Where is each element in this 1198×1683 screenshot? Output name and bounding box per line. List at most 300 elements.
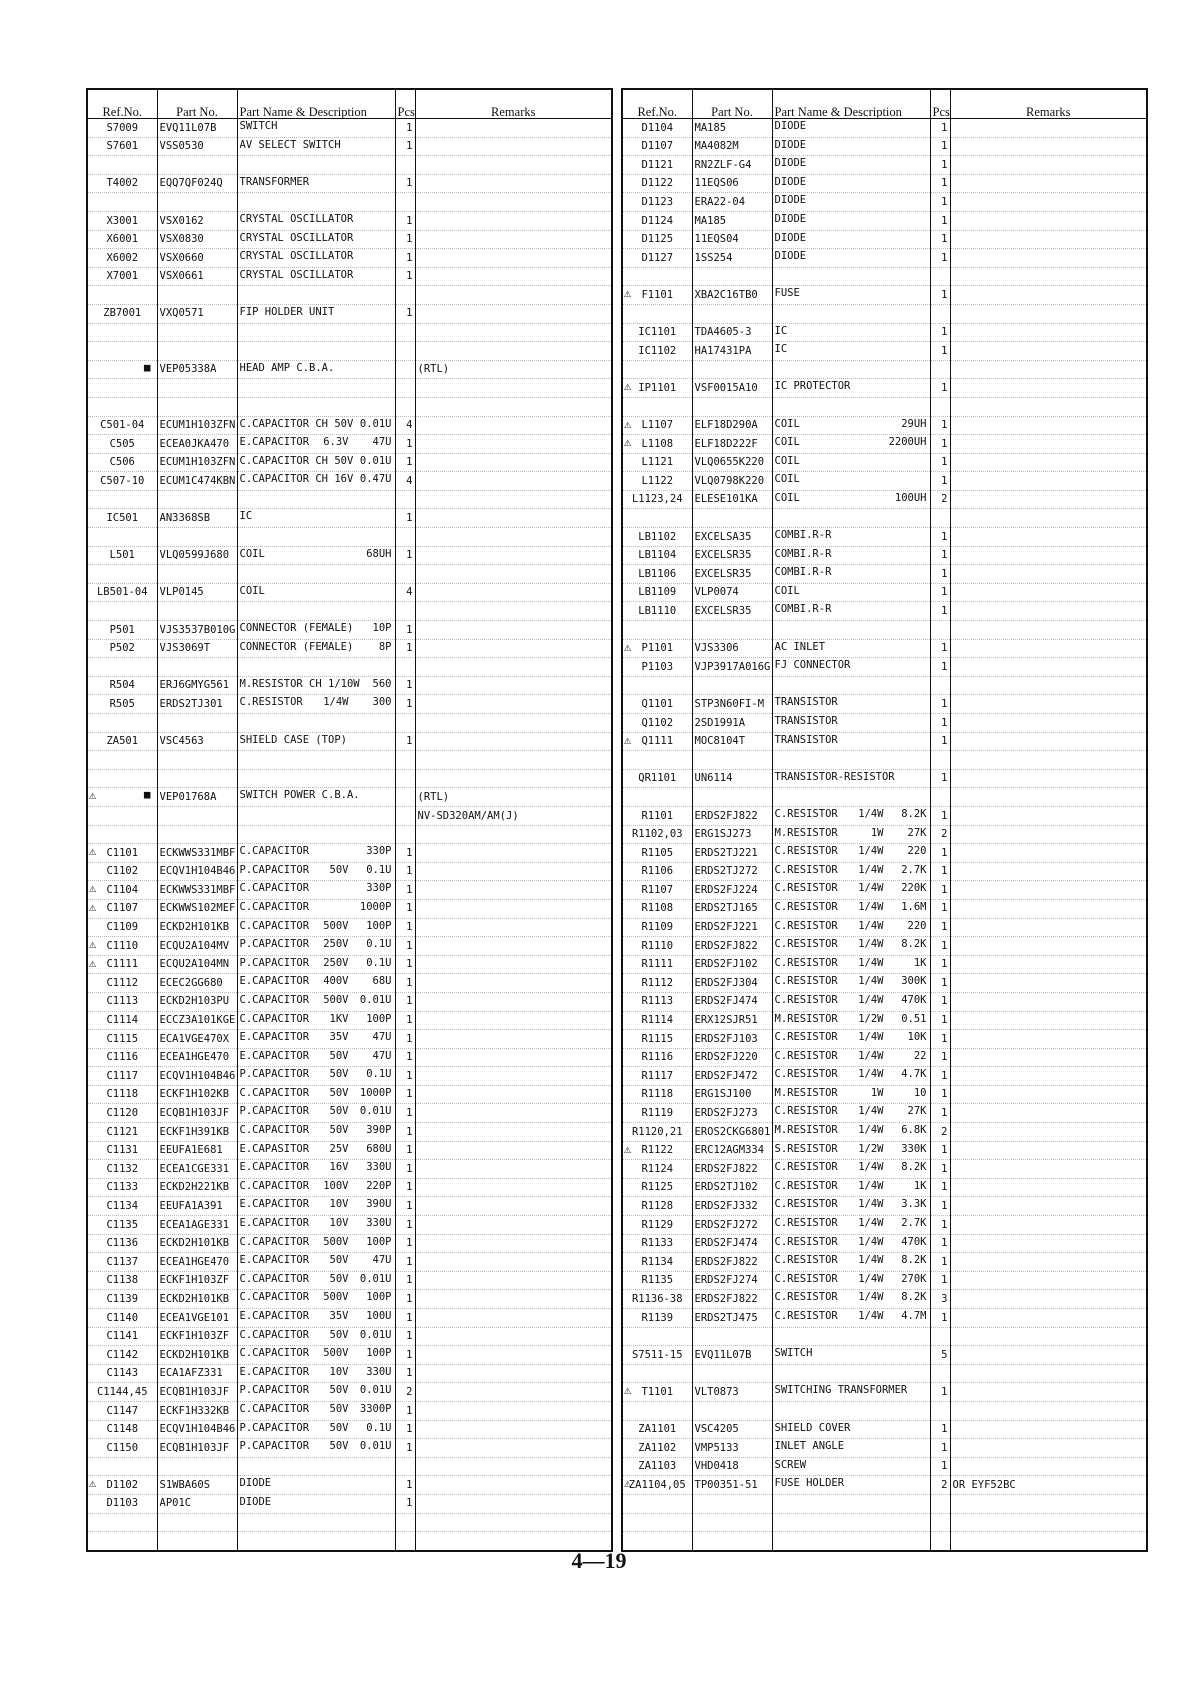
part-name: DIODE <box>774 194 807 207</box>
remarks <box>415 565 612 584</box>
part-name: E.CAPACITOR <box>239 1031 310 1044</box>
ref-no: C1147 <box>106 1404 139 1417</box>
remarks <box>415 1085 612 1104</box>
ref-no: C1111 <box>106 958 139 971</box>
quantity: 1 <box>930 1085 950 1104</box>
description-cell <box>237 974 395 993</box>
table-row <box>622 1401 1147 1420</box>
safety-warning-icon: ⚠ <box>89 881 97 896</box>
rating: 50V <box>329 1440 349 1453</box>
value: 680U <box>366 1142 392 1155</box>
ref-no-cell <box>622 249 692 268</box>
part-no: 2SD1991A <box>692 714 772 733</box>
quantity <box>930 360 950 379</box>
description-cell <box>772 658 930 677</box>
ref-no: C1121 <box>106 1125 139 1138</box>
part-no: ECKD2H103PU <box>157 992 237 1011</box>
quantity <box>395 788 415 807</box>
ref-no-cell <box>87 1327 157 1346</box>
ref-no-cell <box>622 119 692 138</box>
quantity: 1 <box>395 211 415 230</box>
ref-no: D1124 <box>641 214 674 227</box>
description-cell <box>237 918 395 937</box>
ref-no: X3001 <box>106 214 139 227</box>
ref-no: X7001 <box>106 270 139 283</box>
description-cell <box>772 1197 930 1216</box>
remarks <box>950 1178 1147 1197</box>
remarks <box>415 286 612 305</box>
quantity <box>930 397 950 416</box>
description-cell <box>237 435 395 454</box>
quantity <box>930 267 950 286</box>
table-row <box>87 621 612 640</box>
part-no: EXCELSR35 <box>692 565 772 584</box>
description-cell <box>237 1104 395 1123</box>
description-cell <box>772 565 930 584</box>
part-name: TRANSISTOR <box>774 696 838 709</box>
table-row <box>87 249 612 268</box>
part-name: P.CAPACITOR <box>239 956 310 969</box>
part-name: C.RESISTOR <box>774 919 838 932</box>
part-no: ECKD2H101KB <box>157 1346 237 1365</box>
description-cell <box>772 918 930 937</box>
quantity: 1 <box>930 230 950 249</box>
description-cell <box>772 1513 930 1532</box>
value: 220K <box>901 882 927 895</box>
part-no: ERG1SJ273 <box>692 825 772 844</box>
remarks <box>415 267 612 286</box>
remarks <box>415 174 612 193</box>
part-no: ECKD2H101KB <box>157 1290 237 1309</box>
remarks <box>415 1067 612 1086</box>
remarks <box>950 1234 1147 1253</box>
part-name: DIODE <box>774 138 807 151</box>
ref-no-cell <box>622 937 692 956</box>
part-name: COIL <box>774 417 800 430</box>
table-row <box>87 1048 612 1067</box>
description-cell <box>772 862 930 881</box>
part-no: ECKWWS102MEF <box>157 899 237 918</box>
part-no: VSC4205 <box>692 1420 772 1439</box>
value: 29UH <box>901 417 927 430</box>
remarks <box>415 769 612 788</box>
part-no: ERDS2FJ224 <box>692 881 772 900</box>
ref-no-cell <box>87 1178 157 1197</box>
quantity: 1 <box>930 974 950 993</box>
part-no: ERDS2TJ475 <box>692 1309 772 1328</box>
part-name: SHIELD CASE (TOP) <box>239 733 347 746</box>
part-no: EEUFA1E681 <box>157 1141 237 1160</box>
ref-no: C507-10 <box>100 474 145 487</box>
part-name: E.CAPACITOR <box>239 975 310 988</box>
rating: 1/4W <box>858 1310 884 1322</box>
part-no: S1WBA60S <box>157 1476 237 1495</box>
remarks <box>950 156 1147 175</box>
table-row <box>622 211 1147 230</box>
quantity: 1 <box>930 565 950 584</box>
quantity: 1 <box>395 974 415 993</box>
part-no: ERJ6GMYG561 <box>157 676 237 695</box>
value: 390U <box>366 1198 392 1211</box>
table-row <box>622 267 1147 286</box>
rating: 500V <box>323 1291 349 1304</box>
part-name: C.RESISTOR <box>774 1254 838 1267</box>
table-row <box>87 193 612 212</box>
table-row <box>622 992 1147 1011</box>
table-row <box>622 602 1147 621</box>
quantity <box>395 193 415 212</box>
quantity: 1 <box>395 955 415 974</box>
ref-no: P502 <box>109 642 135 655</box>
ref-no-cell <box>622 1160 692 1179</box>
remarks <box>415 844 612 863</box>
quantity: 1 <box>395 1420 415 1439</box>
remarks <box>415 490 612 509</box>
ref-no: R1113 <box>641 995 674 1008</box>
quantity: 1 <box>930 211 950 230</box>
part-no: ERG1SJ100 <box>692 1085 772 1104</box>
ref-no: C1101 <box>106 846 139 859</box>
table-row <box>622 1271 1147 1290</box>
quantity: 1 <box>395 621 415 640</box>
table-row <box>622 1383 1147 1402</box>
quantity: 1 <box>930 1197 950 1216</box>
quantity: 1 <box>930 1271 950 1290</box>
ref-no-cell <box>622 1513 692 1532</box>
quantity: 1 <box>930 342 950 361</box>
part-no: ELF18D290A <box>692 416 772 435</box>
part-name: M.RESISTOR <box>774 1086 838 1099</box>
remarks <box>950 658 1147 677</box>
table-row <box>87 342 612 361</box>
table-row <box>87 1104 612 1123</box>
part-no <box>692 621 772 640</box>
ref-no-cell <box>87 416 157 435</box>
table-row <box>87 528 612 547</box>
part-name: P.CAPACITOR <box>239 1384 310 1397</box>
description-cell <box>237 490 395 509</box>
remarks <box>950 1048 1147 1067</box>
ref-no-cell <box>622 1141 692 1160</box>
table-row <box>87 937 612 956</box>
rating: 500V <box>323 993 349 1006</box>
description-cell <box>237 528 395 547</box>
rating: 1W <box>870 1086 884 1099</box>
part-name: C.CAPACITOR <box>239 919 310 932</box>
rating: 1/2W <box>858 1142 884 1155</box>
value: 220 <box>907 845 927 858</box>
part-no: EXCELSA35 <box>692 528 772 547</box>
ref-no: ZB7001 <box>103 307 142 320</box>
ref-no-cell <box>622 1457 692 1476</box>
ref-no: C1138 <box>106 1274 139 1287</box>
ref-no: C506 <box>109 456 135 469</box>
ref-no: L1108 <box>641 437 674 450</box>
description-cell <box>772 992 930 1011</box>
quantity: 1 <box>395 676 415 695</box>
part-name: FUSE HOLDER <box>774 1477 845 1490</box>
table-row <box>87 992 612 1011</box>
ref-no-cell <box>87 769 157 788</box>
remarks <box>415 1364 612 1383</box>
quantity <box>395 286 415 305</box>
part-no: ECCZ3A101KGE <box>157 1011 237 1030</box>
quantity: 1 <box>930 639 950 658</box>
quantity: 1 <box>395 1030 415 1049</box>
remarks <box>415 193 612 212</box>
table-row <box>622 732 1147 751</box>
part-no: MA4082M <box>692 137 772 156</box>
quantity: 1 <box>930 156 950 175</box>
part-no: VLT0873 <box>692 1383 772 1402</box>
ref-no-cell <box>87 602 157 621</box>
value: 3.3K <box>901 1198 927 1211</box>
table-row <box>87 714 612 733</box>
value: 27K <box>907 1105 927 1118</box>
rating: 500V <box>323 1347 349 1360</box>
value: 330U <box>366 1161 392 1174</box>
part-name: HEAD AMP C.B.A. <box>239 361 335 374</box>
ref-no-cell <box>87 304 157 323</box>
rating: 1/4W <box>858 1217 884 1230</box>
table-row <box>622 435 1147 454</box>
table-row <box>622 1030 1147 1049</box>
ref-no: D1127 <box>641 251 674 264</box>
parts-table-right <box>621 88 1148 1552</box>
ref-no: D1104 <box>641 121 674 134</box>
quantity: 1 <box>395 1290 415 1309</box>
part-name: COMBI.R-R <box>774 547 832 560</box>
quantity: 1 <box>395 862 415 881</box>
rating: 1/2W <box>858 1012 884 1025</box>
ref-no-cell <box>87 174 157 193</box>
rating: 1/4W <box>858 1235 884 1248</box>
ref-no-cell <box>622 1383 692 1402</box>
description-cell <box>772 304 930 323</box>
quantity: 1 <box>930 695 950 714</box>
rating: 1/4W <box>858 845 884 858</box>
rating: 1/4W <box>858 1031 884 1044</box>
quantity: 1 <box>930 379 950 398</box>
ref-no-cell <box>622 955 692 974</box>
ref-no-cell <box>622 658 692 677</box>
description-cell <box>772 249 930 268</box>
ref-no-cell <box>87 751 157 770</box>
table-row <box>87 565 612 584</box>
remarks <box>950 1011 1147 1030</box>
part-name: TRANSISTOR-RESISTOR <box>774 770 895 783</box>
value: 4.7M <box>901 1310 927 1322</box>
value: 8.2K <box>901 807 927 820</box>
remarks <box>950 286 1147 305</box>
part-no: ECKF1H332KB <box>157 1401 237 1420</box>
part-no <box>692 788 772 807</box>
remarks <box>415 1178 612 1197</box>
value: 330U <box>366 1217 392 1230</box>
table-row <box>622 1123 1147 1142</box>
description-cell <box>772 1141 930 1160</box>
header-remarks: Remarks <box>415 89 612 119</box>
part-no: 11EQS06 <box>692 174 772 193</box>
ref-no: X6002 <box>106 251 139 264</box>
part-name: DIODE <box>239 1477 272 1490</box>
value: 300K <box>901 975 927 988</box>
ref-no-cell <box>622 732 692 751</box>
ref-no-cell <box>87 435 157 454</box>
rating: 50V <box>329 1384 349 1397</box>
ref-no-cell <box>622 472 692 491</box>
value: 10P <box>372 622 392 635</box>
remarks <box>415 1011 612 1030</box>
remarks <box>950 230 1147 249</box>
description-cell <box>772 1309 930 1328</box>
ref-no-cell <box>87 137 157 156</box>
table-row <box>87 1216 612 1235</box>
part-no: VHD0418 <box>692 1457 772 1476</box>
table-row <box>87 397 612 416</box>
quantity: 1 <box>930 453 950 472</box>
table-row <box>622 397 1147 416</box>
quantity: 1 <box>930 1104 950 1123</box>
table-row <box>87 751 612 770</box>
remarks <box>950 119 1147 138</box>
part-no: EXCELSR35 <box>692 602 772 621</box>
table-row <box>87 1160 612 1179</box>
part-no <box>692 1513 772 1532</box>
part-name: CRYSTAL OSCILLATOR <box>239 212 354 225</box>
description-cell <box>772 1011 930 1030</box>
part-no <box>692 1327 772 1346</box>
remarks <box>415 1346 612 1365</box>
part-no: VJS3069T <box>157 639 237 658</box>
description-cell <box>772 1030 930 1049</box>
remarks <box>950 1290 1147 1309</box>
description-cell <box>772 639 930 658</box>
table-row <box>87 267 612 286</box>
ref-no: C1143 <box>106 1367 139 1380</box>
ref-no-cell <box>622 1234 692 1253</box>
description-cell <box>237 1067 395 1086</box>
ref-no-cell <box>87 899 157 918</box>
part-no: ECEA1HGE470 <box>157 1048 237 1067</box>
part-no <box>157 1513 237 1532</box>
rating: 50V <box>329 1421 349 1434</box>
remarks <box>950 174 1147 193</box>
rating: 400V <box>323 975 349 988</box>
table-row <box>622 1067 1147 1086</box>
ref-no: R1122 <box>641 1144 674 1157</box>
description-cell <box>237 862 395 881</box>
table-row <box>622 1439 1147 1458</box>
table-row <box>87 286 612 305</box>
part-name: SWITCH <box>774 1347 813 1360</box>
part-no: ERDS2FJ304 <box>692 974 772 993</box>
part-no: ERDS2FJ332 <box>692 1197 772 1216</box>
ref-no: D1102 <box>106 1478 139 1491</box>
quantity: 1 <box>395 1271 415 1290</box>
part-no: ECKWWS331MBF <box>157 881 237 900</box>
quantity: 1 <box>395 918 415 937</box>
description-cell <box>772 211 930 230</box>
ref-no: R1107 <box>641 883 674 896</box>
part-name: C.RESISTOR <box>774 1291 838 1304</box>
description-cell <box>237 416 395 435</box>
table-row <box>87 899 612 918</box>
remarks <box>415 1383 612 1402</box>
ref-no: C1110 <box>106 939 139 952</box>
description-cell <box>237 1253 395 1272</box>
part-name: IC <box>774 343 788 356</box>
table-row <box>622 565 1147 584</box>
part-no: ERDS2FJ822 <box>692 937 772 956</box>
table-row <box>87 230 612 249</box>
part-no: EQQ7QF024Q <box>157 174 237 193</box>
quantity: 1 <box>395 937 415 956</box>
quantity: 1 <box>395 267 415 286</box>
quantity: 1 <box>395 1234 415 1253</box>
page-number: 4—19 <box>571 1548 627 1573</box>
remarks <box>950 509 1147 528</box>
ref-no-cell <box>622 379 692 398</box>
part-no <box>157 156 237 175</box>
ref-no-cell <box>622 1476 692 1495</box>
description-cell <box>237 1439 395 1458</box>
value: 100P <box>366 1012 392 1025</box>
part-name: DIODE <box>774 120 807 132</box>
description-cell <box>772 714 930 733</box>
part-no <box>157 286 237 305</box>
part-name: C.RESISTOR <box>239 696 303 709</box>
table-row <box>87 379 612 398</box>
ref-no-cell <box>622 565 692 584</box>
description-cell <box>237 1290 395 1309</box>
ref-no-cell <box>87 323 157 342</box>
table-row <box>622 862 1147 881</box>
ref-no: C1139 <box>106 1292 139 1305</box>
description-cell <box>237 397 395 416</box>
description-cell <box>772 1364 930 1383</box>
value: 1K <box>913 1179 927 1192</box>
part-name: FUSE <box>774 287 800 300</box>
ref-no-cell <box>622 230 692 249</box>
quantity: 1 <box>395 1216 415 1235</box>
value: 6.8K <box>901 1124 927 1137</box>
quantity <box>395 565 415 584</box>
ref-no: R1111 <box>641 958 674 971</box>
parts-list-left <box>87 119 612 1551</box>
description-cell <box>772 788 930 807</box>
description-cell <box>772 286 930 305</box>
description-cell <box>237 156 395 175</box>
quantity: 1 <box>930 1420 950 1439</box>
part-name: E.CAPACITOR <box>239 1049 310 1062</box>
remarks <box>415 342 612 361</box>
part-name: S.RESISTOR <box>774 1142 838 1155</box>
value: 100UH <box>894 491 927 504</box>
part-no: ECEA1CGE331 <box>157 1160 237 1179</box>
table-row <box>87 1309 612 1328</box>
table-row <box>87 1271 612 1290</box>
ref-no: C1150 <box>106 1441 139 1454</box>
part-no: ERDS2FJ822 <box>692 1253 772 1272</box>
rating: 1/4W <box>858 1198 884 1211</box>
ref-no: C1136 <box>106 1237 139 1250</box>
quantity: 1 <box>930 472 950 491</box>
description-cell <box>772 1067 930 1086</box>
part-no <box>157 397 237 416</box>
value: 100P <box>366 1347 392 1360</box>
quantity: 1 <box>930 955 950 974</box>
